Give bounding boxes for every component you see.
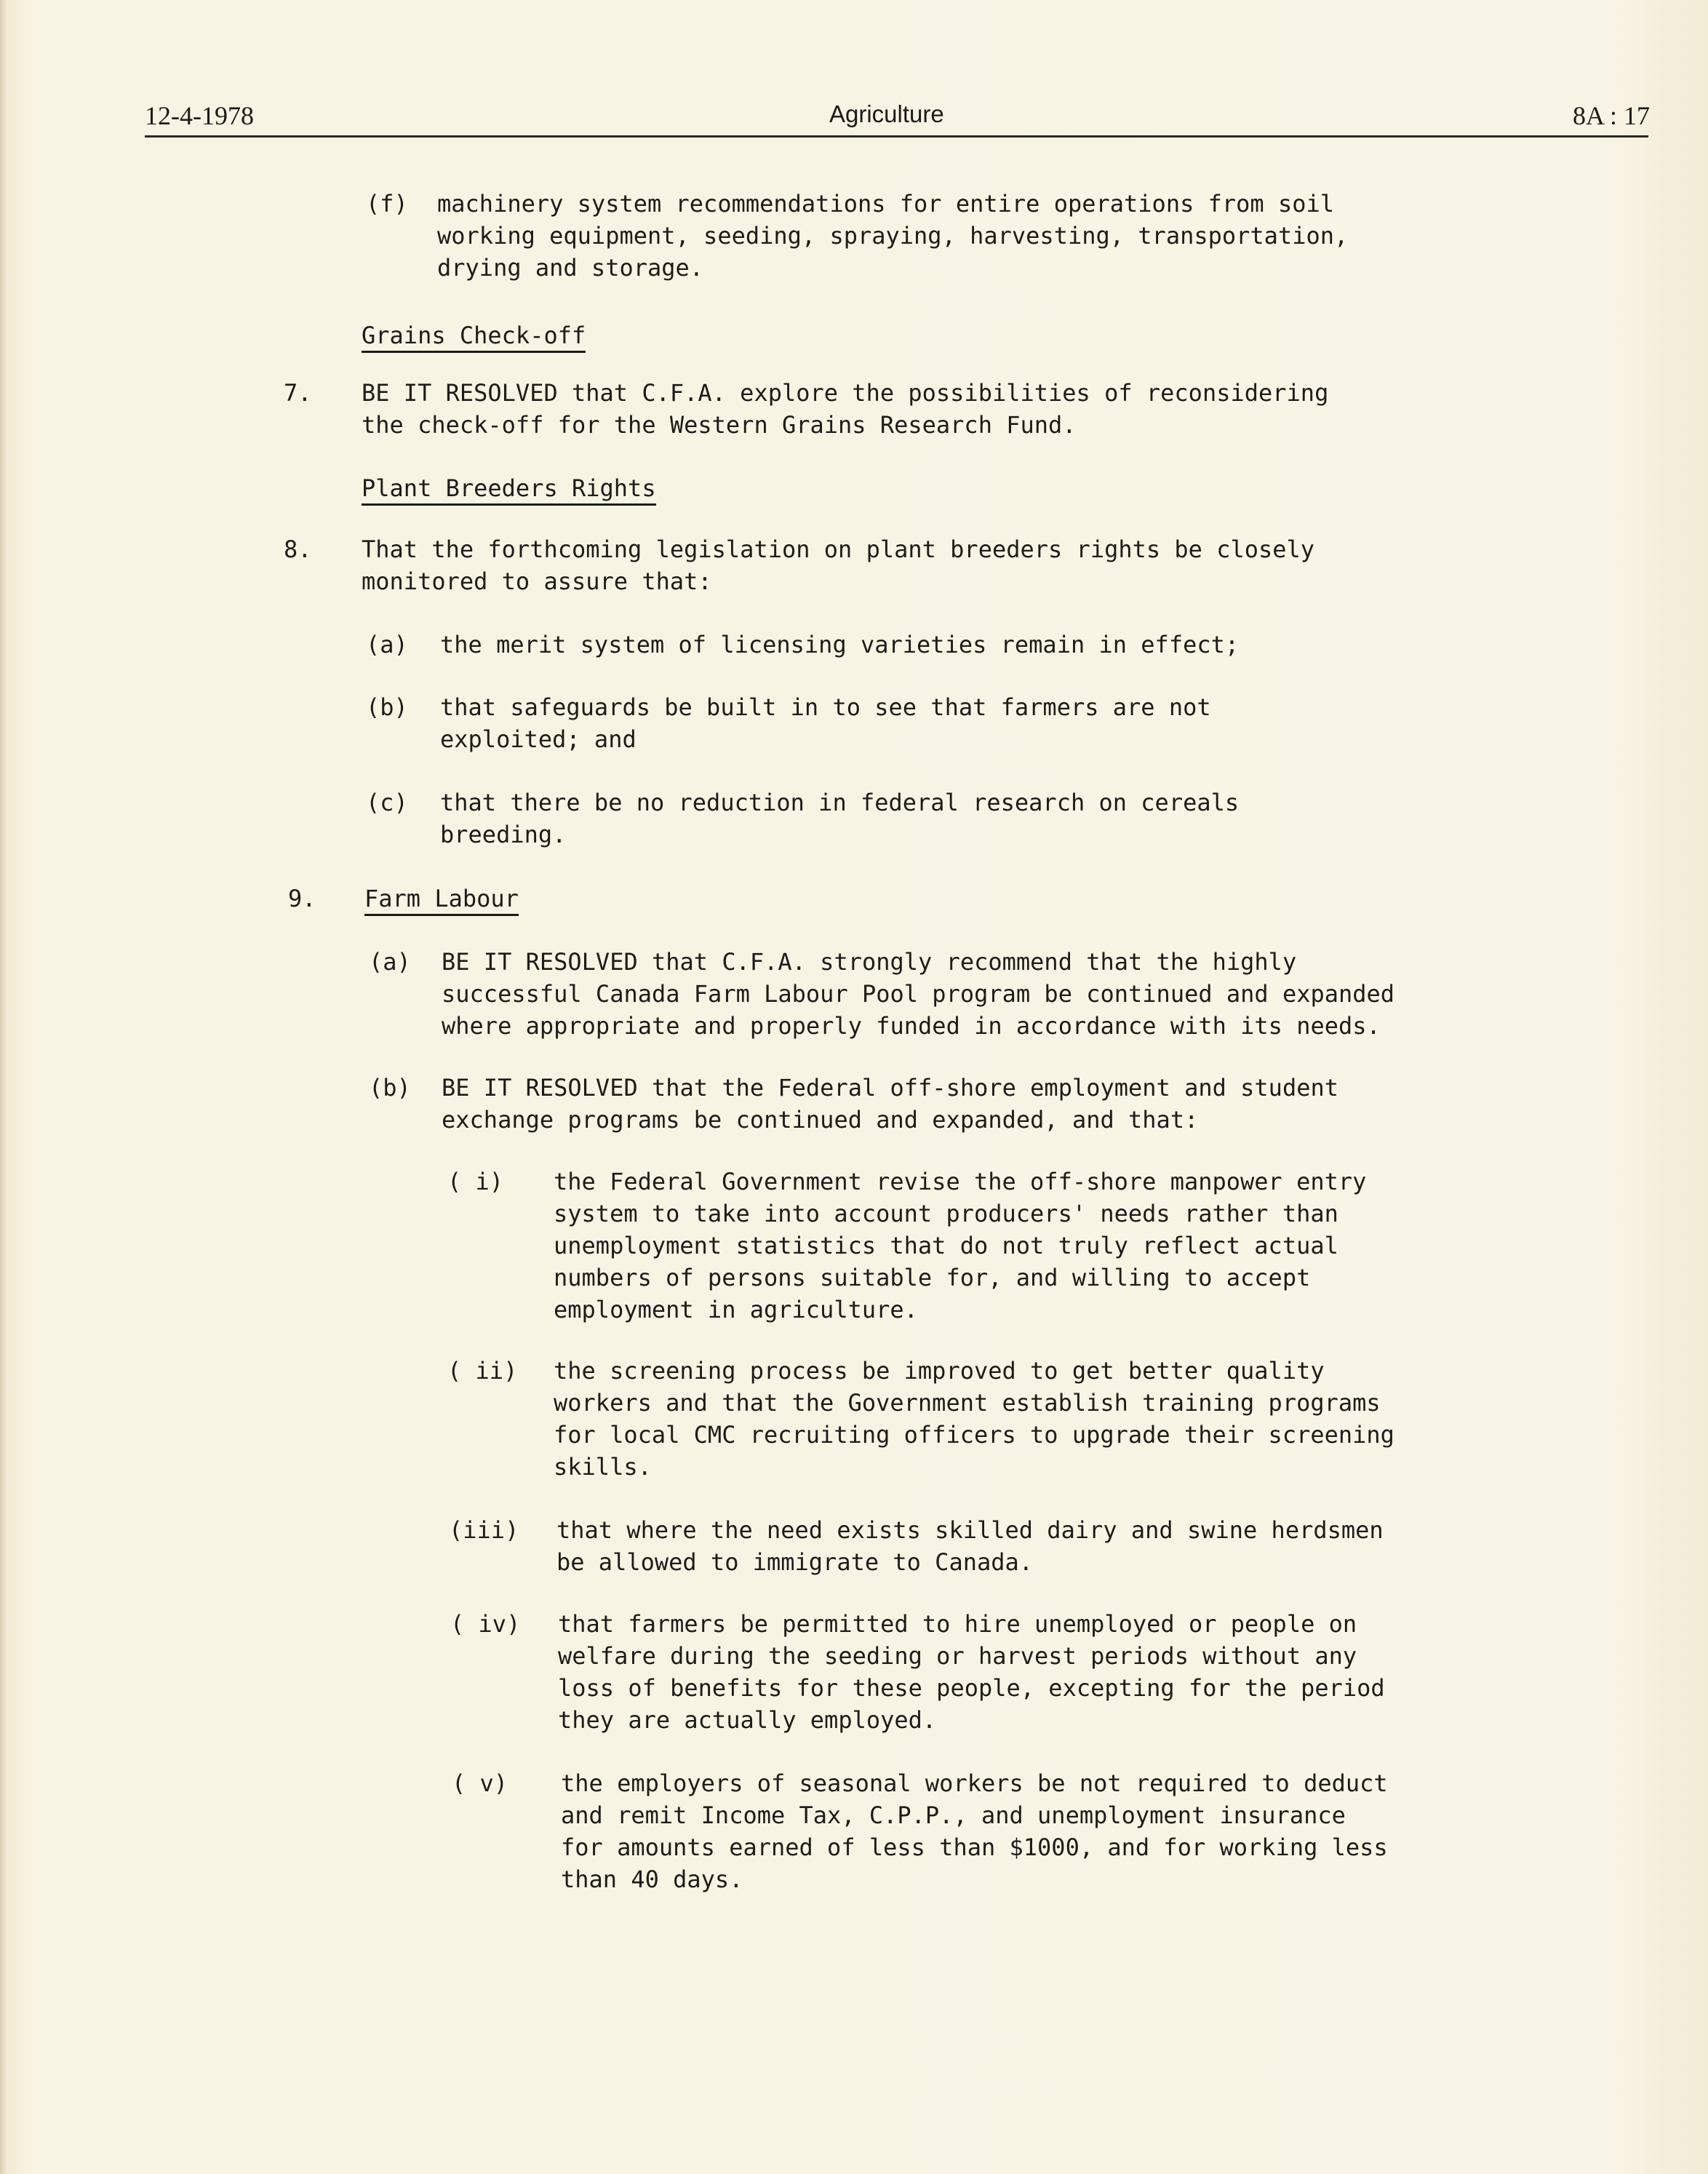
labour-b-label: (b) [369, 1074, 411, 1102]
header-date: 12-4-1978 [145, 101, 254, 130]
labour-heading [364, 883, 519, 915]
labour-iii-line-2: be allowed to immigrate to Canada. [556, 1548, 1034, 1576]
header-page-number: 8A : 17 [1572, 101, 1650, 130]
labour-a-line-1: BE IT RESOLVED that C.F.A. strongly recommend that the highly [442, 948, 1297, 976]
header-rule [145, 135, 1648, 138]
labour-b-line-2: exchange programs be continued and expanded, and that: [442, 1106, 1199, 1134]
labour-b-line-1: BE IT RESOLVED that the Federal off-shore employment and student [442, 1074, 1338, 1102]
labour-v-line-3: for amounts earned of less than $1000, and for working less [561, 1833, 1388, 1861]
resolution-7-line-1: BE IT RESOLVED that C.F.A. explore the possibilities of reconsidering [362, 379, 1329, 407]
resolution-8-line-2: monitored to assure that: [362, 568, 712, 595]
labour-v-line-1: the employers of seasonal workers be not required to deduct [561, 1769, 1388, 1797]
labour-iv-line-1: that farmers be permitted to hire unemployed or people on [558, 1610, 1357, 1638]
labour-v-label: ( v) [452, 1769, 508, 1797]
item-f-line-2: working equipment, seeding, spraying, harvesting, transportation, [437, 222, 1349, 250]
labour-a-line-2: successful Canada Farm Labour Pool program be continued and expanded [442, 980, 1395, 1008]
labour-i-line-1: the Federal Government revise the off-shore manpower entry [554, 1168, 1367, 1195]
resolution-8-number: 8. [284, 535, 312, 563]
plant-a-line-1: the merit system of licensing varieties remain in effect; [440, 631, 1240, 658]
labour-iv-line-2: welfare during the seeding or harvest periods without any [558, 1642, 1357, 1670]
plant-c-label: (c) [366, 789, 408, 816]
resolution-7-line-2: the check-off for the Western Grains Research Fund. [362, 411, 1077, 439]
item-f-line-1: machinery system recommendations for entire operations from soil [437, 190, 1334, 218]
labour-v-line-4: than 40 days. [561, 1866, 743, 1893]
labour-a-line-3: where appropriate and properly funded in accordance with its needs. [442, 1012, 1381, 1040]
labour-i-line-2: system to take into account producers' needs rather than [554, 1200, 1338, 1227]
labour-i-line-4: numbers of persons suitable for, and willing to accept [554, 1264, 1311, 1291]
paper-edge [0, 0, 7, 2174]
labour-ii-line-4: skills. [554, 1453, 652, 1481]
labour-iv-line-4: they are actually employed. [558, 1706, 937, 1734]
resolution-9-number: 9. [288, 885, 316, 912]
item-f-label: (f) [366, 190, 408, 218]
plant-b-line-1: that safeguards be built in to see that farmers are not [440, 693, 1211, 721]
labour-ii-line-3: for local CMC recruiting officers to upgrade their screening [554, 1421, 1394, 1449]
labour-iii-line-1: that where the need exists skilled dairy and swine herdsmen [556, 1516, 1384, 1544]
labour-ii-line-1: the screening process be improved to get better quality [554, 1357, 1325, 1385]
labour-i-line-5: employment in agriculture. [554, 1296, 918, 1323]
labour-i-line-3: unemployment statistics that do not truly reflect actual [554, 1232, 1338, 1259]
plant-heading-text: Plant Breeders Rights [362, 474, 656, 506]
labour-iv-line-3: loss of benefits for these people, excepting for the period [558, 1674, 1385, 1702]
resolution-8-line-1: That the forthcoming legislation on plant breeders rights be closely [362, 535, 1315, 563]
plant-b-line-2: exploited; and [440, 725, 636, 753]
labour-ii-line-2: workers and that the Government establish training programs [554, 1389, 1381, 1417]
resolution-7-number: 7. [284, 379, 312, 407]
labour-a-label: (a) [369, 948, 411, 976]
labour-iv-label: ( iv) [450, 1610, 521, 1638]
grains-heading [362, 319, 586, 351]
plant-c-line-2: breeding. [440, 821, 567, 848]
labour-i-label: ( i) [447, 1168, 504, 1195]
header-section: Agriculture [829, 100, 944, 127]
plant-a-label: (a) [366, 631, 408, 658]
item-f-line-3: drying and storage. [437, 254, 704, 282]
labour-ii-label: ( ii) [447, 1357, 518, 1385]
plant-heading [362, 472, 656, 504]
grains-heading-text: Grains Check-off [362, 322, 586, 353]
plant-b-label: (b) [366, 693, 408, 721]
labour-heading-text: Farm Labour [364, 885, 519, 916]
plant-c-line-1: that there be no reduction in federal research on cereals [440, 789, 1240, 816]
labour-v-line-2: and remit Income Tax, C.P.P., and unemployment insurance [561, 1801, 1346, 1829]
labour-iii-label: (iii) [449, 1516, 519, 1544]
